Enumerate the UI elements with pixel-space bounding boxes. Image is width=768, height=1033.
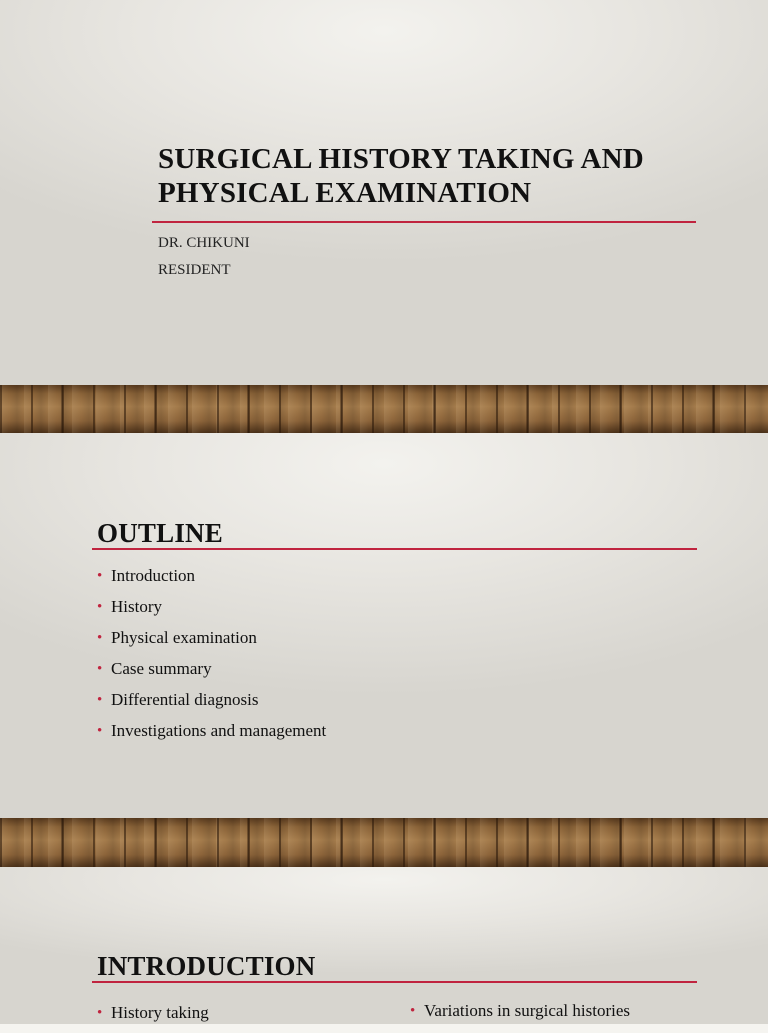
bullet-icon: • [97, 723, 103, 739]
bullet-icon: • [97, 599, 103, 615]
list-item: • Physical examination [97, 628, 257, 647]
introduction-left-list [97, 1002, 209, 1033]
outline-title: OUTLINE [97, 518, 223, 548]
bullet-icon: • [97, 661, 103, 677]
bullet-icon: • [410, 1003, 416, 1019]
list-item: • Introduction [97, 566, 196, 585]
introduction-right-list [410, 1000, 630, 1031]
bullet-icon: • [97, 692, 103, 708]
list-item: • Variations in surgical histories [410, 1001, 631, 1020]
list-item: • Case summary [97, 659, 212, 678]
wood-floor-separator [0, 385, 768, 433]
bullet-icon: • [97, 630, 103, 646]
outline-list [97, 565, 326, 751]
list-item: • History taking [97, 1003, 209, 1022]
author-role: RESIDENT [158, 262, 231, 278]
list-item: • Differential diagnosis [97, 690, 259, 709]
title-divider [152, 221, 696, 223]
presentation-title [158, 142, 718, 210]
wood-floor-separator [0, 818, 768, 867]
outline-divider [92, 548, 697, 550]
introduction-divider [92, 981, 697, 983]
list-item: • Investigations and management [97, 721, 327, 740]
bullet-icon: • [97, 568, 103, 584]
title-line-1: SURGICAL HISTORY TAKING AND [158, 143, 644, 175]
title-slide [0, 0, 768, 385]
list-item: • History [97, 597, 162, 616]
introduction-title: INTRODUCTION [97, 951, 316, 981]
bullet-icon: • [97, 1005, 103, 1021]
author-name: DR. CHIKUNI [158, 235, 250, 251]
title-line-2: PHYSICAL EXAMINATION [158, 177, 532, 209]
introduction-slide [0, 867, 768, 1024]
